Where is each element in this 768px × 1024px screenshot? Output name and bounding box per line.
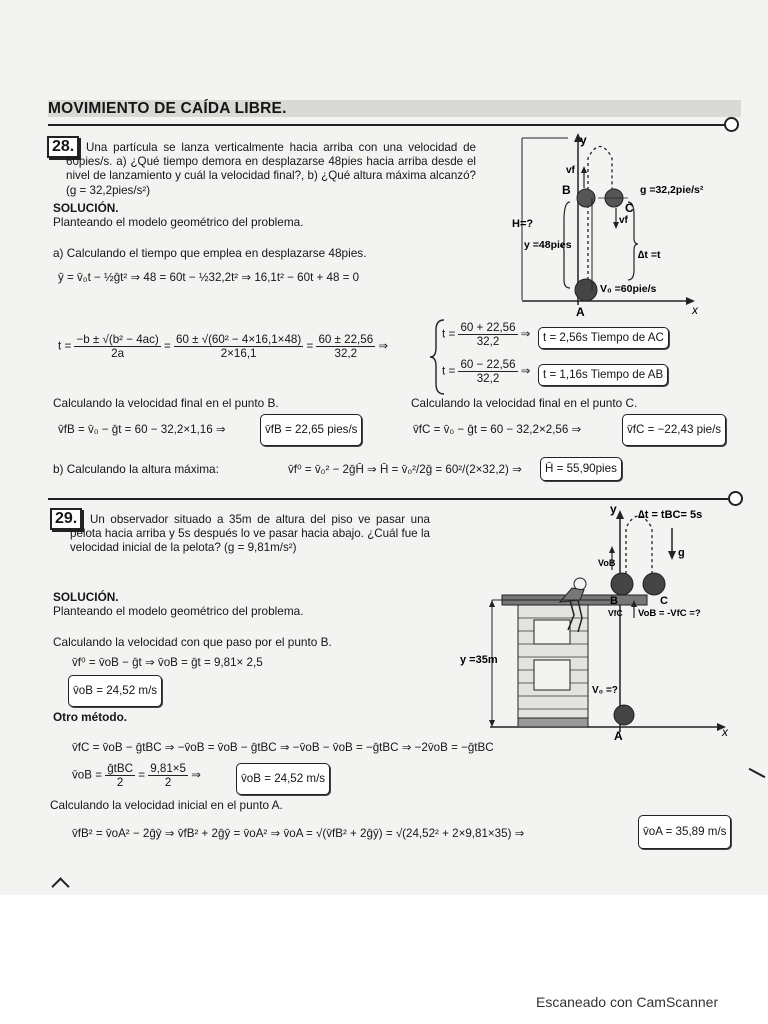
fig29-ball-c [643, 573, 665, 595]
fig29-ball-a [614, 705, 634, 725]
fig29-height-label: y =35m [460, 654, 498, 666]
vob-expression: v̄oB = $\frac{\text{ḡtBC}}{2}$ = $\frac{9,81\times 5}{2}$ ⇒ [72, 762, 201, 789]
problem-28-statement: Una partícula se lanza verticalmente hacia arriba con una velocidad de 60pies/s. a) ¿Qué tiempo demora en desplazarse 48pies hacia arriba desde el nivel de lanzamiento y cuál la velocidad final?, b) ¿Qué altura máxima alcanzó? (g = 32,2pies/s²) [66, 141, 476, 197]
vel-b-result-28: v̄fB = 22,65 pies/s [260, 414, 362, 446]
section-rule-28 [48, 124, 728, 126]
scanner-watermark: Escaneado con CamScanner [536, 994, 719, 1010]
quad-lhs: t = [58, 339, 72, 353]
figure-29 [460, 500, 740, 745]
t1-result: t = 2,56s Tiempo de AC [538, 327, 669, 349]
fig29-x-label: x [722, 725, 728, 739]
vel-a-result-29: v̄oA = 35,89 m/s [638, 815, 731, 849]
fig29-dt-label: ∆t = tBC= 5s [638, 509, 703, 521]
vel-a-label-29: Calculando la velocidad inicial en el punto A. [50, 798, 283, 812]
problem-number-28: 28. [47, 136, 79, 158]
fig28-x-label: x [692, 303, 698, 317]
fig29-window-top [534, 620, 570, 644]
vel-c-result-28: v̄fC = −22,43 pie/s [622, 414, 726, 446]
solution-label-29: SOLUCIÓN. [53, 590, 119, 604]
fig28-point-c: C [625, 201, 634, 215]
fig28-point-b: B [562, 183, 571, 197]
vel-b-result-29: v̄oB = 24,52 m/s [68, 675, 162, 707]
fig29-ball-b [611, 573, 633, 595]
vob-frac-1: $\frac{\text{ḡtBC}}{2}$ [107, 762, 133, 789]
vel-c-equation-28: v̄fC = v̄₀ − ḡt = 60 − 32,2×2,56 ⇒ [413, 423, 582, 436]
t2-expression: t = $\frac{60 - 22,56}{32,2}$ ⇒ [442, 358, 531, 385]
part-b-equation: v̄f⁰ = v̄₀² − 2ḡH̄ ⇒ H̄ = v̄₀²/2ḡ = 60²/(2×32,2) ⇒ [288, 463, 522, 476]
vel-b-label-28: Calculando la velocidad final en el punto B. [53, 396, 279, 410]
equation-position: ȳ = v̄₀t − ½ḡt² ⇒ 48 = 60t − ½32,2t² ⇒ 16,1t² − 60t + 48 = 0 [58, 271, 360, 284]
vob-frac-2: $\frac{9,81\times 5}{2}$ [150, 762, 187, 789]
vel-c-label-28: Calculando la velocidad final en el punto C. [411, 396, 638, 410]
problem-number-29: 29. [50, 508, 82, 530]
fig28-point-a: A [576, 305, 585, 319]
t2-result: t = 1,16s Tiempo de AB [538, 364, 668, 386]
fig28-dt-label: ∆t =t [638, 249, 661, 261]
fig29-point-a: A [614, 729, 623, 743]
other-method-label: Otro método. [53, 710, 128, 724]
vob-result: v̄oB = 24,52 m/s [236, 763, 330, 795]
quadratic-formula: t = $\frac{\text{−b ± √(b² − 4ac)}}{2a}$ = $\frac{\text{60 ± √(60² − 4×16,1×48)}}{2\times 16,1}$ = $\frac{60 \pm 22,56}{32,2}$ ⇒ [58, 333, 389, 360]
fig28-ball-a [575, 279, 597, 301]
fig29-vfc-label: VfC [608, 608, 623, 618]
fig29-y-label: y [610, 502, 617, 516]
fig28-y-label: y [580, 133, 587, 147]
vel-b-label-29: Calculando la velocidad con que paso por el punto B. [53, 635, 332, 649]
page-title: MOVIMIENTO DE CAÍDA LIBRE. [48, 100, 287, 117]
solution-label-28: SOLUCIÓN. [53, 201, 119, 215]
t1-expression: t = $\frac{60 + 22,56}{32,2}$ ⇒ [442, 321, 531, 348]
problem-29-statement: Un observador situado a 35m de altura del piso ve pasar una pelota hacia arriba y 5s después lo ve pasar hacia abajo. ¿Cuál fue la velocidad inicial de la pelota? (g = 9,81m/s²) [70, 513, 430, 555]
fig28-vf-down-label: vf [619, 215, 628, 226]
fig29-trajectory [626, 516, 652, 580]
vel-a-equation-29: v̄fB² = v̄oA² − 2ḡȳ ⇒ v̄fB² + 2ḡȳ = v̄oA² ⇒ v̄oA = √(v̄fB² + 2ḡȳ) = √(24,52² + 2×9,81×35) ⇒ [72, 827, 525, 840]
figure-28 [508, 130, 728, 320]
vel-b-equation-29: v̄f⁰ = v̄oB − ḡt ⇒ v̄oB = ḡt = 9,81× 2,5 [72, 656, 263, 669]
fig29-relation: VoB = -VfC =? [638, 608, 701, 619]
fig28-vf-label: vf [566, 165, 575, 176]
quad-frac-3: $\frac{60 \pm 22,56}{32,2}$ [318, 333, 374, 360]
fig28-h-label: H=? [512, 218, 534, 230]
fig28-gravity: g =32,2pie/s² [640, 184, 704, 196]
fig29-g-label: g [678, 547, 685, 559]
part-a-label: a) Calculando el tiempo que emplea en desplazarse 48pies. [53, 246, 367, 260]
vel-b-equation-28: v̄fB = v̄₀ − ḡt = 60 − 32,2×1,16 ⇒ [58, 423, 226, 436]
fig29-window-bottom [534, 660, 570, 690]
other-method-equation: v̄fC = v̄oB − ḡtBC ⇒ −v̄oB = v̄oB − ḡtBC ⇒ −v̄oB − v̄oB = −ḡtBC ⇒ −2v̄oB = −ḡtBC [72, 741, 494, 754]
fig29-v0-label: V₀ =? [592, 685, 618, 696]
part-b-result: H̄ = 55,90pies [540, 457, 622, 481]
fig29-point-c: C [660, 595, 668, 607]
quad-frac-1: $\frac{\text{−b ± √(b² − 4ac)}}{2a}$ [76, 333, 159, 360]
quad-frac-2: $\frac{\text{60 ± √(60² − 4×16,1×48)}}{2\times 16,1}$ [176, 333, 302, 360]
fig28-y-value: y =48pies [524, 239, 572, 251]
fig29-point-b: B [610, 595, 618, 607]
fig29-vob-label: VoB [598, 558, 616, 568]
model-line-28: Planteando el modelo geométrico del problema. [53, 215, 304, 229]
fig28-v0-label: V₀ =60pie/s [600, 283, 657, 295]
part-b-label: b) Calculando la altura máxima: [53, 462, 219, 476]
model-line-29: Planteando el modelo geométrico del problema. [53, 604, 304, 618]
